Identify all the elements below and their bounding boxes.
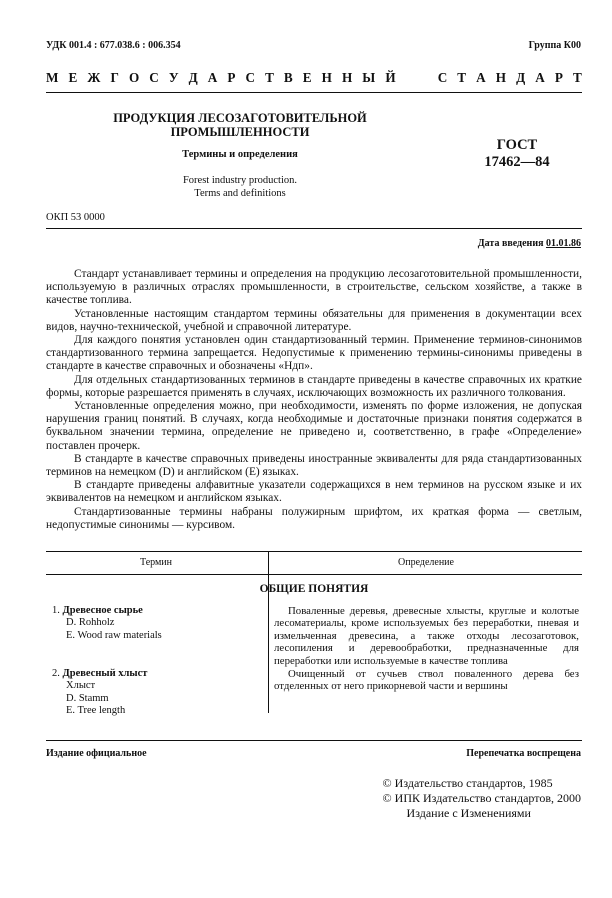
document-title (100, 111, 380, 139)
gost-code: 17462—84 (484, 154, 550, 170)
effective-date-label: Дата введения (477, 238, 544, 249)
column-divider (268, 573, 269, 713)
banner-letter: Р (227, 70, 236, 85)
banner-letter: С (245, 70, 255, 85)
banner-letter: Н (495, 70, 507, 85)
banner-letter: У (168, 70, 179, 85)
term-name: Древесное сырье (62, 605, 143, 616)
banner-letter: А (207, 70, 218, 85)
okp-rule (46, 228, 582, 229)
banner-letter: Т (265, 70, 274, 85)
term-short-form: Хлыст (66, 680, 96, 692)
term-german: D. Stamm (66, 692, 109, 704)
banner-letter: Т (572, 70, 582, 85)
footer-rule (46, 740, 582, 741)
banner-letter: М (46, 70, 59, 85)
document-subtitle: Термины и определения (182, 149, 298, 160)
definition-entry-1 (274, 605, 579, 667)
banner-letter: В (283, 70, 293, 85)
term-number: 2. (52, 668, 60, 679)
banner-letter: Ы (362, 70, 376, 85)
term-english: E. Wood raw materials (66, 629, 162, 641)
english-title-line-1: Forest industry production. (182, 175, 298, 186)
column-definition-header: Определение (398, 557, 454, 568)
edition-note: Издание с Изменениями (406, 806, 531, 820)
banner-letter: Й (385, 70, 396, 85)
banner-letter: Е (302, 70, 312, 85)
definition-text: Поваленные деревья, древесные хлысты, круглые и колотые лесоматериалы, кроме используемых без переработки, пневая и измельченная древесина, а также отходы лесозаготовок, лесопиления и деревообработки, предназначенные для переработки или используемые в качестве топлива (274, 605, 579, 667)
english-title-line-2: Terms and definitions (194, 188, 286, 199)
banner-letter: А (535, 70, 545, 85)
intro-paragraph: Установленные определения можно, при необходимости, изменять по форме изложения, не допуская нарушения границ понятий. В случаях, когда необходимые и достаточные признаки понятия содержатся в буквальном значении термина, определение не приведено и, соответственно, в графе «Определение» поставлен прочерк. (46, 400, 582, 452)
column-term-header: Термин (139, 557, 173, 568)
gost-number (472, 137, 562, 171)
intro-paragraph: Стандартизованные термины набраны полужирным шрифтом, их краткая форма — светлым, недопустимые синонимы — курсивом. (46, 505, 582, 531)
banner-letter: А (476, 70, 486, 85)
banner-rule (46, 92, 582, 93)
group-code: Группа К00 (528, 40, 581, 51)
intro-paragraph: В стандарте в качестве справочных приведены иностранные эквиваленты для ряда стандартизованных терминов на немецком (D) и английском (E) языках. (46, 452, 582, 479)
term-entry-2 (52, 668, 262, 718)
english-title (100, 174, 380, 200)
effective-date-value: 01.01.86 (546, 238, 581, 249)
okp-code: ОКП 53 0000 (46, 212, 105, 223)
banner-letter: О (128, 70, 140, 85)
intro-paragraph: Стандарт устанавливает термины и определения на продукцию лесозаготовительной промышленности, используемую в различных отраслях промышленности, в строительстве, сельском хозяйстве, а также в качестве топлива. (46, 268, 582, 307)
banner-letter: Т (457, 70, 467, 85)
definition-entry-2 (274, 668, 579, 693)
definition-text: Очищенный от сучьев ствол поваленного дерева без отделенных от него прикорневой части и вершины (274, 668, 579, 693)
introduction (46, 268, 582, 532)
effective-date (478, 238, 581, 249)
term-german: D. Rohholz (66, 617, 115, 629)
banner-letter: Ж (87, 70, 101, 85)
banner-letter: Н (321, 70, 332, 85)
banner-letter: Р (554, 70, 563, 85)
section-heading: ОБЩИЕ ПОНЯТИЯ (259, 583, 369, 595)
title-line-1: ПРОДУКЦИЯ ЛЕСОЗАГОТОВИТЕЛЬНОЙ (113, 111, 367, 125)
reprint-notice: Перепечатка воспрещена (466, 748, 581, 759)
intro-paragraph: Установленные настоящим стандартом термины обязательны для применения в документации всех видов, научно-технической, учебной и справочной литературе. (46, 307, 582, 333)
term-entry-1 (52, 605, 262, 642)
term-english: E. Tree length (66, 705, 126, 717)
copyright-block (383, 776, 581, 821)
title-line-2: ПРОМЫШЛЕННОСТИ (170, 125, 310, 139)
term-name: Древесный хлыст (62, 668, 148, 679)
intro-paragraph: Для отдельных стандартизованных терминов в стандарте приведены в качестве справочных их краткие формы, которые разрешается применять в случаях, исключающих возможность их различного толкования. (46, 373, 582, 399)
banner-letter: Е (68, 70, 78, 85)
udk-code: УДК 001.4 : 677.038.6 : 006.354 (46, 40, 181, 51)
banner-letter: Н (341, 70, 353, 85)
column-divider (268, 552, 269, 574)
copyright-line: © ИПК Издательство стандартов, 2000 (382, 791, 581, 805)
intro-paragraph: Для каждого понятия установлен один стандартизованный термин. Применение терминов-синонимов стандартизованного термина запрещается. Недопустимые к применению термины-синонимы приведены в стандарте в качестве справочных и обозначены «Ндп». (46, 334, 582, 373)
gost-label: ГОСТ (496, 137, 538, 153)
standard-banner (46, 70, 582, 86)
copyright-line: © Издательство стандартов, 1985 (382, 776, 553, 790)
banner-letter: Д (188, 70, 198, 85)
intro-paragraph: В стандарте приведены алфавитные указатели содержащихся в нем терминов на русском языке и их эквивалентов на немецком и английском языках. (46, 479, 582, 505)
banner-letter: Г (110, 70, 119, 85)
banner-letter: Д (516, 70, 526, 85)
term-number: 1. (52, 605, 60, 616)
banner-letter: С (149, 70, 159, 85)
official-edition: Издание официальное (46, 748, 147, 759)
table-header (46, 551, 582, 575)
banner-letter: С (437, 70, 448, 85)
